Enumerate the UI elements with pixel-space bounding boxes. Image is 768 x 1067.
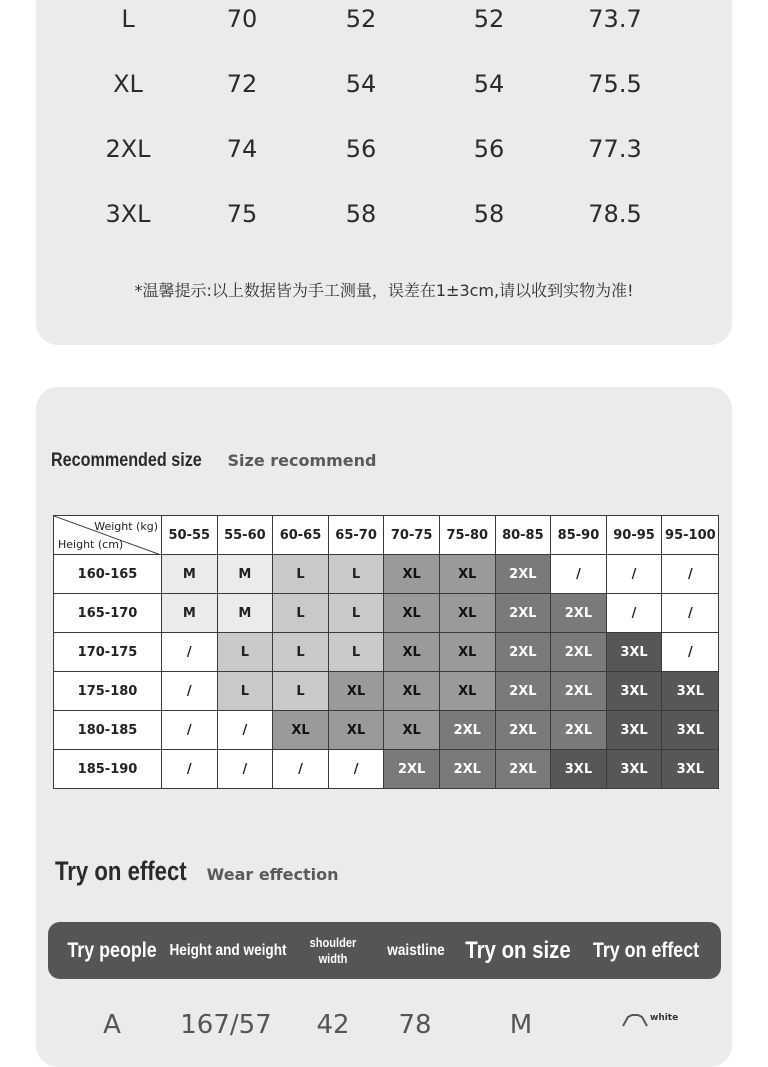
- shoulder-cell: 42: [316, 1010, 350, 1040]
- size-cell: L: [273, 555, 329, 594]
- size-cell: /: [606, 594, 662, 633]
- weight-col-header: 55-60: [217, 516, 273, 555]
- size-cell: L: [328, 633, 384, 672]
- weight-col-header: 70-75: [384, 516, 440, 555]
- size-cell: /: [162, 633, 218, 672]
- size-cell: 3XL: [105, 200, 151, 228]
- size-cell: 2XL: [551, 672, 607, 711]
- height-row-header: 175-180: [54, 672, 162, 711]
- size-table-card: [36, 0, 732, 345]
- weight-col-header: 80-85: [495, 516, 551, 555]
- col-height-weight: Height and weight: [169, 941, 287, 959]
- col-try-on-size: Try on size: [465, 936, 571, 964]
- size-cell: M: [217, 594, 273, 633]
- col-shoulder-width: shoulder width: [309, 934, 357, 966]
- size-cell: /: [217, 711, 273, 750]
- try-person-cell: A: [103, 1010, 121, 1040]
- length-cell: 72: [226, 70, 258, 98]
- size-cell: L: [121, 5, 135, 33]
- col-try-people: Try people: [67, 938, 157, 962]
- chart-corner-cell: [54, 516, 162, 555]
- size-cell: 3XL: [606, 711, 662, 750]
- size-row-3xl: [36, 200, 732, 240]
- size-cell: L: [328, 555, 384, 594]
- size-cell: 3XL: [662, 750, 719, 789]
- size-cell: 3XL: [606, 672, 662, 711]
- size-cell: 2XL: [495, 594, 551, 633]
- size-cell: XL: [384, 555, 440, 594]
- height-row-header: 180-185: [54, 711, 162, 750]
- size-cell: 3XL: [606, 633, 662, 672]
- size-cell: 2XL: [495, 711, 551, 750]
- weight-col-header: 50-55: [162, 516, 218, 555]
- col-waistline: waistline: [387, 941, 445, 959]
- bust-cell: 58: [345, 200, 377, 228]
- sleeve-cell: 73.7: [588, 5, 642, 33]
- size-cell: /: [662, 594, 719, 633]
- size-cell: XL: [384, 711, 440, 750]
- size-cell: 3XL: [606, 750, 662, 789]
- bust-cell: 56: [345, 135, 377, 163]
- size-cell: 2XL: [495, 672, 551, 711]
- size-cell: XL: [384, 594, 440, 633]
- size-cell: M: [162, 555, 218, 594]
- height-axis-label: Height (cm): [58, 538, 124, 551]
- size-row-2xl: [36, 135, 732, 175]
- size-cell: M: [217, 555, 273, 594]
- size-cell: 2XL: [551, 711, 607, 750]
- size-cell: 2XL: [495, 750, 551, 789]
- size-cell: 3XL: [662, 711, 719, 750]
- size-cell: 3XL: [662, 672, 719, 711]
- try-on-header-bar: [48, 922, 721, 979]
- height-row: [54, 555, 719, 594]
- weight-axis-label: Weight (kg): [94, 520, 158, 533]
- size-cell: XL: [273, 711, 329, 750]
- try-on-heading: [55, 856, 339, 887]
- length-cell: 75: [226, 200, 258, 228]
- weight-col-header: 60-65: [273, 516, 329, 555]
- height-weight-cell: 167/57: [180, 1010, 272, 1040]
- size-cell: 3XL: [551, 750, 607, 789]
- size-cell: /: [606, 555, 662, 594]
- size-cell: /: [273, 750, 329, 789]
- weight-col-header: 95-100: [662, 516, 719, 555]
- bust-cell: 54: [345, 70, 377, 98]
- recommended-size-heading: [51, 450, 377, 472]
- size-cell: XL: [439, 594, 495, 633]
- size-cell: XL: [439, 672, 495, 711]
- size-cell: XL: [384, 672, 440, 711]
- size-cell: M: [162, 594, 218, 633]
- sleeve-cell: 75.5: [588, 70, 642, 98]
- size-cell: 2XL: [551, 633, 607, 672]
- size-cell: XL: [439, 555, 495, 594]
- height-row: [54, 750, 719, 789]
- recommended-size-subtitle: Size recommend: [227, 451, 377, 470]
- size-cell: /: [162, 672, 218, 711]
- size-cell: L: [273, 594, 329, 633]
- weight-col-header: 75-80: [439, 516, 495, 555]
- size-cell: /: [551, 555, 607, 594]
- height-row-header: 185-190: [54, 750, 162, 789]
- size-cell: XL: [384, 633, 440, 672]
- try-on-subtitle: Wear effection: [206, 865, 339, 884]
- length-cell: 74: [226, 135, 258, 163]
- recommended-size-chart: [53, 515, 719, 789]
- size-cell: /: [217, 750, 273, 789]
- size-cell: /: [162, 750, 218, 789]
- length-cell: 70: [226, 5, 258, 33]
- weight-header-row: [54, 516, 719, 555]
- bust-cell: 52: [345, 5, 377, 33]
- size-cell: 2XL: [495, 555, 551, 594]
- recommended-size-title: Recommended size: [51, 450, 202, 471]
- size-cell: /: [662, 555, 719, 594]
- weight-col-header: 65-70: [328, 516, 384, 555]
- weight-col-header: 90-95: [606, 516, 662, 555]
- size-cell: M: [509, 1010, 533, 1040]
- sleeve-cell: 78.5: [588, 200, 642, 228]
- size-cell: /: [162, 711, 218, 750]
- height-row-header: 160-165: [54, 555, 162, 594]
- chart-body: [54, 555, 719, 789]
- size-cell: 2XL: [439, 750, 495, 789]
- height-row-header: 165-170: [54, 594, 162, 633]
- shoulder-cell: 52: [473, 5, 505, 33]
- shoulder-cell: 58: [473, 200, 505, 228]
- size-cell: 2XL: [439, 711, 495, 750]
- size-cell: XL: [113, 70, 143, 98]
- size-cell: L: [217, 633, 273, 672]
- size-cell: 2XL: [105, 135, 151, 163]
- size-cell: L: [273, 633, 329, 672]
- height-row: [54, 711, 719, 750]
- size-cell: /: [662, 633, 719, 672]
- size-cell: XL: [328, 711, 384, 750]
- size-cell: L: [328, 594, 384, 633]
- size-cell: 2XL: [495, 633, 551, 672]
- weight-col-header: 85-90: [551, 516, 607, 555]
- try-on-title: Try on effect: [55, 856, 187, 886]
- height-row: [54, 594, 719, 633]
- shoulder-cell: 56: [473, 135, 505, 163]
- sleeve-cell: 77.3: [588, 135, 642, 163]
- color-label: white: [650, 1013, 679, 1023]
- size-cell: /: [328, 750, 384, 789]
- col-try-on-effect: Try on effect: [592, 938, 700, 962]
- size-row-l: [36, 5, 732, 45]
- measurement-note: *温馨提示:以上数据皆为手工测量，误差在1±3cm,请以收到实物为准!: [134, 281, 634, 300]
- size-cell: 2XL: [384, 750, 440, 789]
- waistline-cell: 78: [398, 1010, 432, 1040]
- height-row: [54, 672, 719, 711]
- size-cell: L: [217, 672, 273, 711]
- size-row-xl: [36, 70, 732, 110]
- height-row-header: 170-175: [54, 633, 162, 672]
- size-cell: XL: [328, 672, 384, 711]
- size-cell: XL: [439, 633, 495, 672]
- shoulder-cell: 54: [473, 70, 505, 98]
- size-cell: 2XL: [551, 594, 607, 633]
- height-row: [54, 633, 719, 672]
- size-cell: L: [273, 672, 329, 711]
